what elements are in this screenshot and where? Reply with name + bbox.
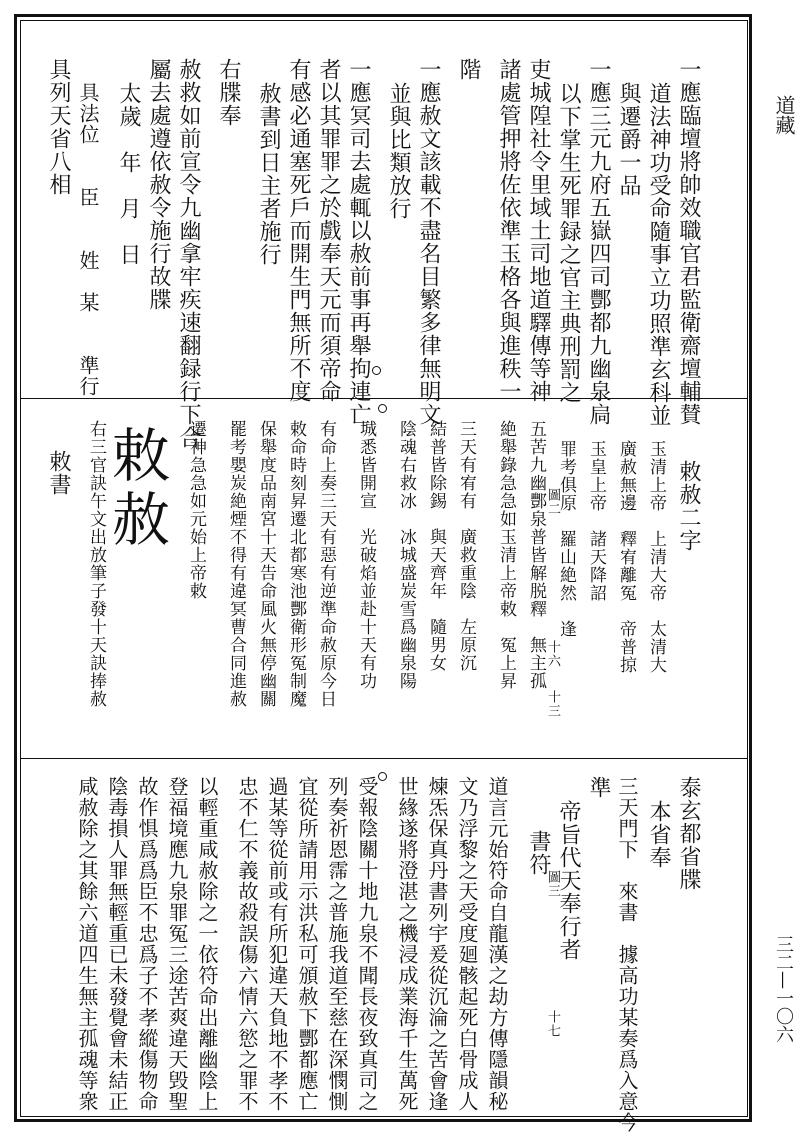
mid-line-5: 罪考俱原 羅山絶然 逢 xyxy=(556,440,576,638)
bot-line-2: 本省奉 xyxy=(646,800,671,869)
bot-line-13: 宜從所請用示洪私可頒赦下酆都應亡 xyxy=(295,776,319,1112)
top-line-18: 太歲 年 月 日 xyxy=(116,82,141,266)
margin-title: 道藏 xyxy=(772,95,796,135)
mid-line-7: 絶舉錄急急如玉清上帝敕 冤上昇 xyxy=(496,420,516,690)
top-line-9: 一應赦文該載不盡名目繁多律無明文 xyxy=(416,58,441,426)
talisman-char-2: 赦 xyxy=(112,486,171,554)
bot-line-17: 登福境應九泉罪冤三途苦爽違天毁聖 xyxy=(165,776,189,1112)
top-line-14: 赦書到日主者施行 xyxy=(256,82,281,266)
top-line-17: 屬去處遵依赦令施行故牒 xyxy=(146,58,171,311)
bot-line-14: 過某等從前或有所犯違天負地不孝不 xyxy=(265,776,289,1112)
bot-line-8: 文乃浮黎之天受度廻骸起死白骨成人 xyxy=(455,776,479,1112)
bot-line-18: 故作惧爲爲臣不忠爲子不孝縱傷物命 xyxy=(135,776,159,1112)
top-line-7: 諸處管押將佐依準玉格各與進秩一 xyxy=(496,58,521,403)
top-line-8: 階 xyxy=(456,58,481,81)
top-line-1: 一應臨壇將帥效職官君監衛齋壇輔賛 xyxy=(676,58,701,426)
mid-line-2: 玉清上帝 上清大帝 太清大 xyxy=(646,440,666,674)
bot-line-7: 道言元始符命自龍漢之劫方傳隱韻秘 xyxy=(485,776,509,1112)
mid-line-9: 結普皆除錫 與天齊年 隨男女 xyxy=(426,420,446,672)
mid-line-8: 三天有宥有 廣救重陰 左原沉 xyxy=(456,420,476,672)
bot-line-4: 準 xyxy=(586,776,611,799)
top-line-4: 一應三元九府五嶽四司酆都九幽泉扃 xyxy=(586,58,611,426)
bot-line-10: 世緣遂將澄湛之機浸成業海千生萬死 xyxy=(395,776,419,1112)
bot-line-1: 泰玄都省牒 xyxy=(676,776,701,891)
top-line-20: 具列天省八相 xyxy=(46,58,71,196)
top-line-19: 具法位 臣 姓 某 準行 xyxy=(76,82,100,397)
mid-line-18: 敕書 xyxy=(46,450,71,496)
bot-line-11: 受報陰關十地九泉不聞長夜致真司之 xyxy=(355,776,379,1112)
mid-line-11: 城悉皆開宣 光破焰並赴十天有功 xyxy=(356,420,376,690)
mid-line-16: 遷神急急如元始上帝敕 xyxy=(186,420,206,600)
bot-line-15: 忠不仁不義故殺誤傷六情六慾之罪不 xyxy=(235,776,259,1112)
bot-line-12: 列奏祈恩霈之普施我道至慈在深憫惻 xyxy=(325,776,349,1112)
talisman-char-1: 敕 xyxy=(112,422,171,490)
mid-line-4: 玉皇上帝 諸天降詔 xyxy=(586,440,606,602)
mid-line-17: 右三官訣午文出放筆子發十天訣捧赦 xyxy=(86,420,106,708)
bot-note-2: 十七 xyxy=(545,1010,560,1038)
mid-line-1: 敕赦二字 xyxy=(676,460,701,552)
section-divider-bottom xyxy=(20,758,748,759)
mid-line-12: 有命上奏三天有惡有逆準命赦原今日 xyxy=(316,420,336,708)
bot-line-9: 煉炁保真丹書列宇爰從沉淪之苦會逢 xyxy=(425,776,449,1112)
mid-line-15: 罷考嬰炭絶煙不得有違冥曹合同進赦 xyxy=(226,420,246,708)
bot-line-16: 以輕重咸赦除之一依符命出離幽陰上 xyxy=(195,776,219,1112)
circle-mark xyxy=(372,366,381,375)
top-line-3: 與遷爵一品 xyxy=(616,82,641,197)
mid-line-13: 敕命時刻昇遷北都寒池酆衛形冤制魔 xyxy=(286,420,306,708)
circle-mark xyxy=(378,772,387,781)
mid-line-14: 保舉度品南宮十天告命風火無停幽關 xyxy=(256,420,276,708)
mid-note-2: 十六 xyxy=(545,640,560,668)
bot-line-3: 三天門下 來書 據高功某奏爲入意今 xyxy=(615,776,639,1133)
section-divider-top xyxy=(20,398,748,399)
top-line-13: 有感必通塞死戶而開生門無所不度 xyxy=(286,58,311,403)
top-line-16: 赦救如前宣令九幽拿牢疾速翻録行下合 xyxy=(176,58,201,449)
bot-line-5: 帝旨代天奉行者 xyxy=(556,800,581,961)
bot-line-20: 咸赦除之其餘六道四生無主孤魂等衆 xyxy=(75,776,99,1112)
bot-line-19: 陰毒損人罪無輕重已未發覺會未結正 xyxy=(105,776,129,1112)
top-line-12: 者以其罪罪之於戲奉天元而須帝命 xyxy=(316,58,341,403)
mid-line-6: 五苦九幽酆泉普皆解脱釋 無主孤 xyxy=(526,420,546,690)
mid-note-1: 圖二 xyxy=(545,488,560,516)
circle-mark xyxy=(378,404,387,413)
bot-note-1: 圖三 xyxy=(545,870,560,898)
top-line-11: 一應冥司去處輒以赦前事再舉拘連亡 xyxy=(346,58,371,426)
mid-line-10: 陰魂右救冰 冰城盛炭雪爲幽泉陽 xyxy=(396,420,416,690)
mid-line-3: 廣赦無邊 釋宥離冤 帝普掠 xyxy=(616,440,636,674)
top-line-2: 道法神功受命隨事立功照準玄科並 xyxy=(646,82,671,427)
mid-note-3: 十三 xyxy=(545,690,560,718)
top-line-5: 以下掌生死罪録之官主典刑罰之 xyxy=(556,82,581,404)
top-line-6: 吏城隍社令里域土司地道驛傳等神 xyxy=(526,58,551,403)
bot-line-6: 書符 xyxy=(526,830,551,876)
top-line-10: 並與比類放行 xyxy=(386,82,411,220)
top-line-15: 右牒奉 xyxy=(216,58,241,127)
margin-page-number: 三二—一〇六 xyxy=(773,935,794,1043)
